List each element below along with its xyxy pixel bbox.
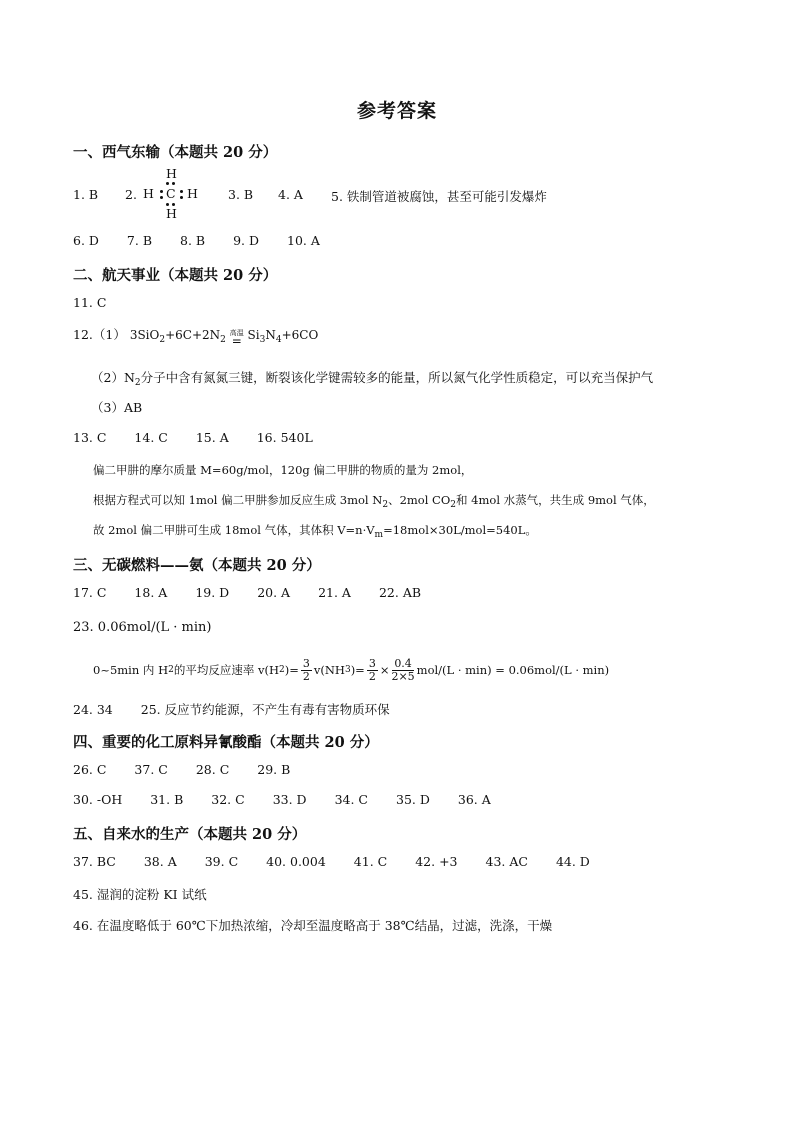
answer-38: 38. A [143,854,177,869]
fraction [301,658,312,683]
answer-row-30-36 [73,792,519,807]
text: 的平均反应速率 v(H [173,663,280,677]
section-heading-3: 三、无碳燃料——氨（本题共 20 分） [73,557,321,574]
subscript: 3 [344,665,351,675]
lewis-c-center: C [166,186,176,201]
denominator: 2×5 [391,669,415,683]
text: 0~5min 内 H [93,663,169,677]
answer-28: 28. C [195,762,230,777]
subscript: 2 [450,500,457,510]
text: v(NH [313,663,345,677]
fraction [367,658,378,683]
answer-17: 17. C [73,585,107,600]
condition-label: 高温 [229,329,244,337]
denominator: 2 [302,669,310,683]
answer-37: 37. BC [73,854,116,869]
answer-12-3: （3）AB [91,400,143,415]
electron-dot [160,196,163,199]
answer-row-13-16 [73,430,341,445]
answer-24: 24. 34 [73,702,113,717]
electron-dot [166,182,169,185]
answer-43: 43. AC [485,854,528,869]
text: 、2mol CO [388,493,451,507]
answer-27: 37. C [134,762,168,777]
answer-23: 23. 0.06mol/(L · min) [73,620,212,635]
answer-1: 1. B [73,187,99,202]
text: )= [284,663,299,677]
answer-row-24-25 [73,700,390,718]
section-heading-2: 二、航天事业（本题共 20 分） [73,267,278,284]
answer-row-26-29 [73,762,318,777]
explanation-line-3 [93,522,537,540]
section-heading-4: 四、重要的化工原料异氰酸酯（本题共 20 分） [73,734,379,751]
subscript: 2 [382,500,389,510]
subscript: m [374,530,384,540]
electron-dot [160,190,163,193]
answer-33: 33. D [272,792,307,807]
answer-29: 29. B [257,762,291,777]
answer-45: 45. 湿润的淀粉 KI 试纸 [73,887,207,902]
numerator: 3 [368,656,376,670]
answer-15: 15. A [195,430,229,445]
subscript: 2 [159,335,166,345]
answer-12-1 [73,325,319,348]
answer-32: 32. C [211,792,245,807]
text: × [379,663,390,677]
text: （2）N [91,370,135,385]
answer-8: 8. B [180,233,206,248]
electron-dot [172,203,175,206]
equals-sign: = [231,334,242,348]
answer-row-17-22 [73,585,449,600]
subscript: 3 [259,335,266,345]
equation-term: N [265,328,276,342]
subscript: 2 [134,378,141,388]
reaction-condition [229,329,244,348]
section-heading-1: 一、西气东输（本题共 20 分） [73,144,278,161]
answer-46: 46. 在温度略低于 60℃下加热浓缩，冷却至温度略高于 38℃结晶，过滤，洗涤，干燥 [73,918,553,933]
answer-21: 21. A [318,585,351,600]
answer-2-number: 2. [125,187,137,202]
answer-30: 30. -OH [73,792,123,807]
electron-dot [172,182,175,185]
rate-calculation [93,652,609,688]
answer-19: 19. D [195,585,230,600]
answer-41: 41. C [353,854,388,869]
answer-40: 40. 0.004 [266,854,326,869]
electron-dot [166,203,169,206]
fraction [391,658,414,683]
page-title: 参考答案 [356,100,437,122]
text: =18mol×30L/mol=540L。 [383,523,537,537]
subscript: 2 [279,665,285,675]
equation-term: 3SiO [129,328,160,342]
answer-4: 4. A [278,187,303,202]
answer-16: 16. 540L [256,430,313,445]
answer-12-number: 12.（1） [73,327,126,342]
subscript: 2 [168,665,174,675]
equation-term: Si [247,328,260,342]
answer-3: 3. B [228,187,254,202]
electron-dot [180,190,183,193]
text: )= [350,663,365,677]
numerator: 3 [302,656,310,670]
answer-14: 14. C [134,430,168,445]
text: 和 4mol 水蒸气，共生成 9mol 气体， [456,493,655,507]
answer-6: 6. D [73,233,99,248]
text: mol/(L · min) = 0.06mol/(L · min) [416,663,610,677]
answer-18: 18. A [134,585,168,600]
answer-35: 35. D [396,792,430,807]
explanation-line-2 [93,492,655,510]
text: 根据方程式可以知 1mol 偏二甲肼参加反应生成 3mol N [93,493,383,507]
equation-term: +6C+2N [165,328,221,342]
answer-7: 7. B [126,233,153,248]
answer-26: 26. C [73,762,107,777]
answer-25: 25. 反应节约能源，不产生有毒有害物质环保 [140,702,390,717]
answer-row-37-44 [73,854,618,869]
lewis-h-left: H [143,186,154,201]
lewis-h-right: H [187,186,198,201]
answer-39: 39. C [204,854,239,869]
electron-dot [180,196,183,199]
answer-5: 5. 铁制管道被腐蚀，甚至可能引发爆炸 [331,189,547,204]
answer-22: 22. AB [378,585,422,600]
answer-row-6-10 [73,233,348,248]
equation [129,328,319,348]
numerator: 0.4 [394,656,412,670]
denominator: 2 [368,669,376,683]
answer-13: 13. C [73,430,107,445]
lewis-h-bottom: H [166,206,177,221]
answer-34: 34. C [334,792,368,807]
explanation-line-1: 偏二甲肼的摩尔质量 M=60g/mol，120g 偏二甲肼的物质的量为 2mol， [93,463,473,477]
subscript: 2 [220,335,226,345]
answer-36: 36. A [457,792,491,807]
answer-31: 31. B [150,792,184,807]
answer-20: 20. A [257,585,291,600]
text: 分子中含有氮氮三键，断裂该化学键需较多的能量，所以氮气化学性质稳定，可以充当保护气 [140,370,654,385]
answer-10: 10. A [287,233,320,248]
lewis-structure-methane [141,168,199,220]
section-heading-5: 五、自来水的生产（本题共 20 分） [73,826,307,843]
text: 故 2mol 偏二甲肼可生成 18mol 气体，其体积 V=n·V [93,523,375,537]
lewis-h-top: H [166,166,177,181]
answer-9: 9. D [233,233,260,248]
subscript: 4 [275,335,282,345]
answer-42: 42. +3 [415,854,458,869]
answer-12-2 [91,368,653,388]
equation-term: +6CO [281,328,319,342]
answer-44: 44. D [555,854,590,869]
answer-11: 11. C [73,295,107,310]
